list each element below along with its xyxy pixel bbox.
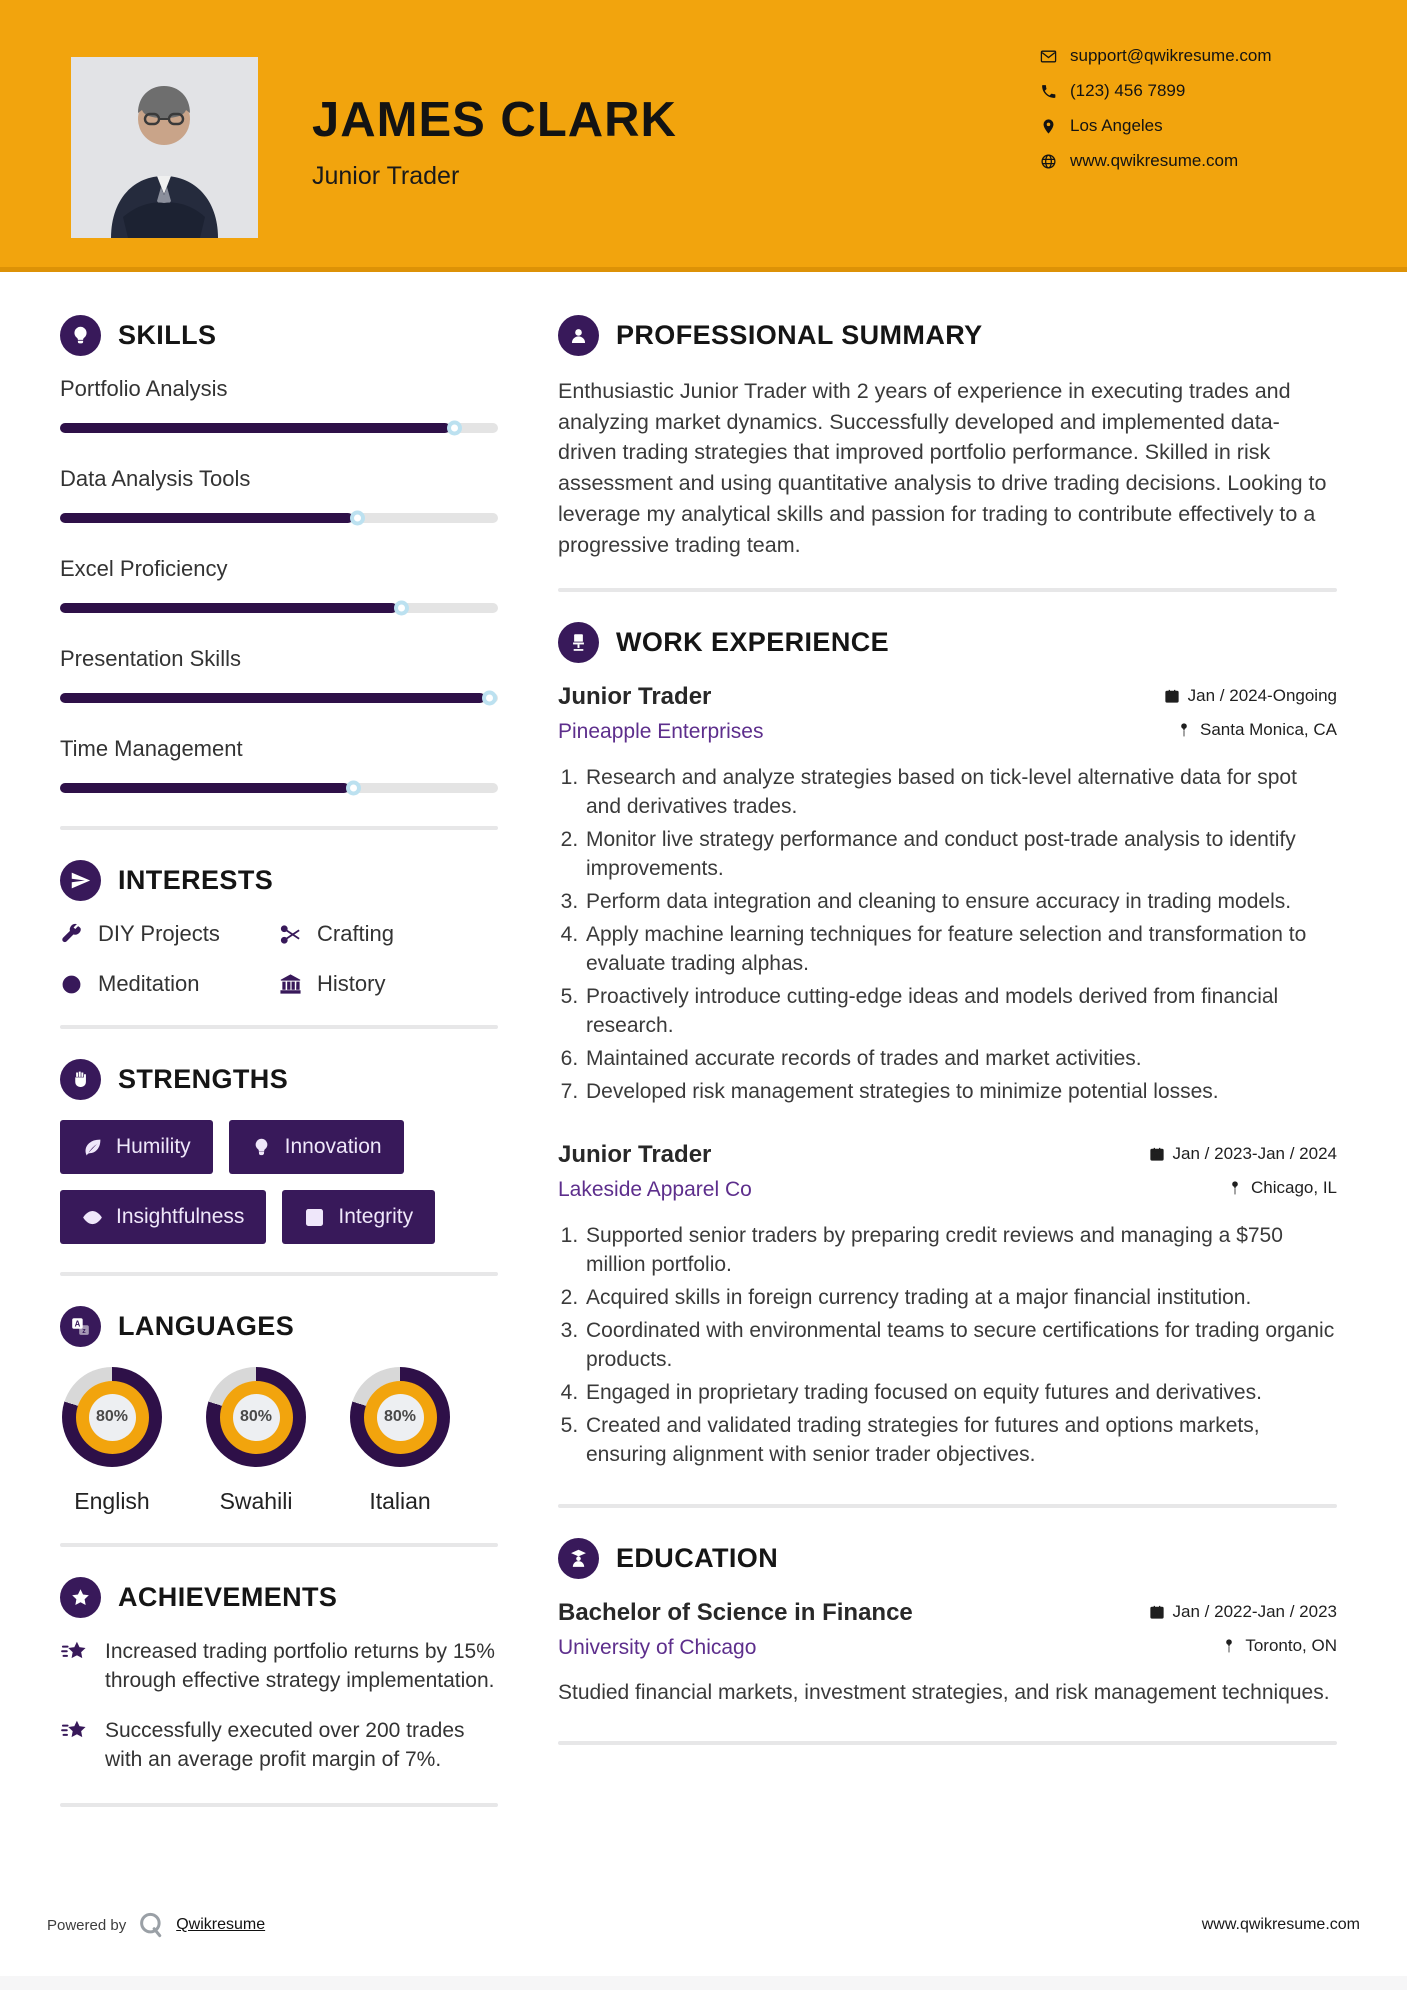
interest-label: Meditation (98, 971, 200, 996)
strength-label: Insightfulness (116, 1205, 245, 1228)
contact-phone (1040, 81, 1272, 101)
languages-title: LANGUAGES (118, 1311, 295, 1341)
strength-label: Innovation (284, 1135, 382, 1158)
pushpin-icon (1227, 1180, 1243, 1196)
achievements-title: ACHIEVEMENTS (118, 1582, 338, 1612)
skills-section-header (60, 315, 498, 356)
summary-text: Enthusiastic Junior Trader with 2 years of experience in executing trades and analyzing market dynamics. Successfully developed and implemented data-driven trading strategies that improved portfolio performance. Skilled in risk assessment and using quantitative analysis to drive trading decisions. Looking to leverage my analytical skills and passion for trading to contribute effectively to a progressive trading team. (558, 379, 1327, 557)
office-chair-icon (558, 622, 599, 663)
museum-icon (279, 973, 302, 996)
page-bottom-edge (0, 1976, 1407, 1990)
strength-badge (282, 1190, 435, 1244)
qwikresume-logo-icon (136, 1910, 166, 1940)
language-donut (62, 1367, 162, 1467)
language-donut (206, 1367, 306, 1467)
strengths-list (60, 1120, 498, 1244)
contact-location (1040, 116, 1272, 136)
contact-block (1040, 46, 1272, 171)
job-location (1176, 720, 1337, 740)
education-entry (558, 1599, 1337, 1707)
job-bullet: 6. Maintained accurate records of trades and market activities. (584, 1045, 1337, 1074)
header-banner (0, 0, 1407, 272)
job-dates-text: Jan / 2024-Ongoing (1187, 686, 1337, 706)
contact-location-text: Los Angeles (1070, 116, 1163, 135)
contact-website (1040, 151, 1272, 171)
slider-knob (350, 511, 365, 526)
achievement-item (60, 1638, 498, 1696)
section-divider (60, 826, 498, 830)
education-dates (1149, 1602, 1337, 1622)
interest-label: DIY Projects (98, 921, 220, 946)
achievements-section-header (60, 1577, 498, 1618)
contact-email-text: support@qwikresume.com (1070, 46, 1272, 65)
summary-section-header (558, 315, 1337, 356)
lightbulb-icon (60, 315, 101, 356)
job-bullet: 1. Research and analyze strategies based on tick-level alternative data for spot and derivatives trades. (584, 764, 1337, 822)
experience-section-header (558, 622, 1337, 663)
strength-badge (229, 1120, 404, 1174)
job-bullet: 2. Acquired skills in foreign currency trading at a major financial institution. (584, 1284, 1337, 1313)
phone-icon (1040, 83, 1057, 100)
contact-phone-text: (123) 456 7899 (1070, 81, 1186, 100)
education-school: University of Chicago (558, 1635, 757, 1659)
summary-title: PROFESSIONAL SUMMARY (616, 320, 983, 350)
job-entry (558, 1141, 1337, 1470)
language-percent: 80% (89, 1394, 136, 1441)
job-dates (1149, 1144, 1337, 1164)
job-bullet: 5. Created and validated trading strategies for futures and options markets, ensuring alignment with senior trader objectives. (584, 1412, 1337, 1470)
education-title: EDUCATION (616, 1542, 779, 1573)
shooting-star-icon (60, 1639, 88, 1667)
skill-bar (60, 423, 498, 433)
language-label: Italian (369, 1488, 431, 1514)
svg-text:z: z (82, 1328, 86, 1336)
interest-label: Crafting (317, 921, 395, 946)
slider-knob (394, 601, 409, 616)
job-role: Junior Trader (558, 1141, 712, 1169)
paper-plane-icon (60, 860, 101, 901)
language-donut (350, 1367, 450, 1467)
achievements-list (60, 1638, 498, 1775)
skill-bar (60, 513, 498, 523)
section-divider (558, 1504, 1337, 1508)
language-item (206, 1367, 306, 1515)
calendar-icon (1164, 688, 1180, 704)
contact-website-text: www.qwikresume.com (1070, 151, 1239, 170)
check-square-icon (304, 1207, 325, 1228)
job-dates-text: Jan / 2023-Jan / 2024 (1172, 1144, 1337, 1164)
job-location-text: Santa Monica, CA (1199, 720, 1337, 740)
job-location (1227, 1178, 1337, 1198)
languages-list (60, 1367, 498, 1515)
leaf-icon (82, 1137, 103, 1158)
skill-item (60, 646, 498, 703)
strength-badge (60, 1120, 213, 1174)
qwikresume-brand-link[interactable]: Qwikresume (176, 1916, 266, 1933)
name-block (312, 93, 677, 191)
section-divider (60, 1543, 498, 1547)
language-percent: 80% (233, 1394, 280, 1441)
education-location (1221, 1636, 1337, 1656)
main-column (558, 315, 1337, 1775)
interest-item (279, 921, 498, 947)
experience-title: WORK EXPERIENCE (616, 627, 890, 658)
footer-site-url: www.qwikresume.com (1201, 1916, 1360, 1933)
job-role: Junior Trader (558, 683, 712, 711)
achievement-text: Increased trading portfolio returns by 15% through effective strategy implementation. (105, 1640, 495, 1692)
skill-item (60, 736, 498, 793)
language-item (62, 1367, 162, 1515)
job-location-text: Chicago, IL (1251, 1178, 1337, 1198)
job-company: Pineapple Enterprises (558, 720, 764, 744)
achievement-text: Successfully executed over 200 trades with an average profit margin of 7%. (105, 1718, 465, 1771)
job-bullet: 5. Proactively introduce cutting-edge ideas and models derived from financial research. (584, 983, 1337, 1041)
education-section-header (558, 1538, 1337, 1579)
skill-label: Portfolio Analysis (60, 376, 228, 401)
interests-section-header (60, 860, 498, 901)
email-icon (1040, 48, 1057, 65)
scissors-icon (279, 923, 302, 946)
svg-text:A: A (74, 1319, 81, 1329)
person-icon (558, 315, 599, 356)
fist-icon (60, 1059, 101, 1100)
skill-label: Excel Proficiency (60, 556, 228, 581)
section-divider (558, 1741, 1337, 1745)
job-bullet-list (584, 764, 1337, 1107)
calendar-icon (1149, 1146, 1165, 1162)
person-name: JAMES CLARK (312, 93, 677, 147)
skill-item (60, 466, 498, 523)
language-item (350, 1367, 450, 1515)
pushpin-icon (1221, 1638, 1237, 1654)
achievement-item (60, 1717, 498, 1775)
job-dates (1164, 686, 1337, 706)
skills-title: SKILLS (118, 320, 217, 350)
strengths-section-header (60, 1059, 498, 1100)
person-title: Junior Trader (312, 162, 460, 190)
circle-icon (60, 973, 83, 996)
skill-label: Presentation Skills (60, 646, 241, 671)
translate-icon (60, 1306, 101, 1347)
job-bullet-list (584, 1222, 1337, 1470)
slider-knob (482, 691, 497, 706)
shooting-star-icon (60, 1718, 88, 1746)
section-divider (60, 1025, 498, 1029)
skill-bar (60, 603, 498, 613)
location-icon (1040, 118, 1057, 135)
language-label: Swahili (219, 1488, 293, 1514)
job-entry (558, 683, 1337, 1107)
job-bullet: 3. Perform data integration and cleaning to ensure accuracy in trading models. (584, 888, 1337, 917)
skill-item (60, 376, 498, 433)
education-dates-text: Jan / 2022-Jan / 2023 (1172, 1601, 1337, 1621)
slider-knob (447, 421, 462, 436)
job-bullet: 4. Apply machine learning techniques for feature selection and transformation to evaluate trading alphas. (584, 921, 1337, 979)
interest-item (60, 921, 279, 947)
globe-icon (1040, 153, 1057, 170)
wrench-icon (60, 923, 83, 946)
education-degree: Bachelor of Science in Finance (558, 1598, 913, 1626)
interest-item (60, 971, 279, 997)
education-location-text: Toronto, ON (1245, 1635, 1337, 1655)
job-bullet: 1. Supported senior traders by preparing credit reviews and managing a $750 million portfolio. (584, 1222, 1337, 1280)
strength-label: Humility (116, 1135, 191, 1158)
skill-bar (60, 783, 498, 793)
contact-email (1040, 46, 1272, 66)
section-divider (60, 1803, 498, 1807)
section-divider (60, 1272, 498, 1276)
bulb-icon (251, 1137, 272, 1158)
powered-by-label: Powered by (47, 1916, 127, 1934)
interests-title: INTERESTS (118, 865, 274, 895)
content (0, 272, 1407, 1837)
slider-knob (346, 781, 361, 796)
job-bullet: 2. Monitor live strategy performance and conduct post-trade analysis to identify improvements. (584, 826, 1337, 884)
eye-icon (82, 1207, 103, 1228)
language-label: English (74, 1488, 150, 1514)
job-company: Lakeside Apparel Co (558, 1178, 752, 1202)
languages-section-header (60, 1306, 498, 1347)
section-divider (558, 588, 1337, 592)
interest-label: History (317, 971, 386, 996)
skill-bar (60, 693, 498, 703)
skill-item (60, 556, 498, 613)
graduate-icon (558, 1538, 599, 1579)
interests-list (60, 921, 498, 997)
skill-label: Time Management (60, 736, 243, 761)
calendar-icon (1149, 1604, 1165, 1620)
interest-item (279, 971, 498, 997)
job-bullet: 4. Engaged in proprietary trading focused on equity futures and derivatives. (584, 1379, 1337, 1408)
job-bullet: 7. Developed risk management strategies to minimize potential losses. (584, 1078, 1337, 1107)
strength-badge (60, 1190, 266, 1244)
profile-photo (71, 57, 258, 238)
strength-label: Integrity (338, 1205, 414, 1228)
footer (47, 1910, 1360, 1940)
strengths-title: STRENGTHS (118, 1064, 289, 1094)
sidebar (60, 315, 498, 1837)
person-silhouette (71, 57, 258, 238)
powered-by-block (47, 1910, 265, 1940)
skill-label: Data Analysis Tools (60, 466, 251, 491)
pushpin-icon (1176, 722, 1192, 738)
job-bullet: 3. Coordinated with environmental teams to secure certifications for trading organic products. (584, 1317, 1337, 1375)
star-icon (60, 1577, 101, 1618)
language-percent: 80% (377, 1394, 424, 1441)
education-description: Studied financial markets, investment strategies, and risk management techniques. (558, 1680, 1330, 1704)
